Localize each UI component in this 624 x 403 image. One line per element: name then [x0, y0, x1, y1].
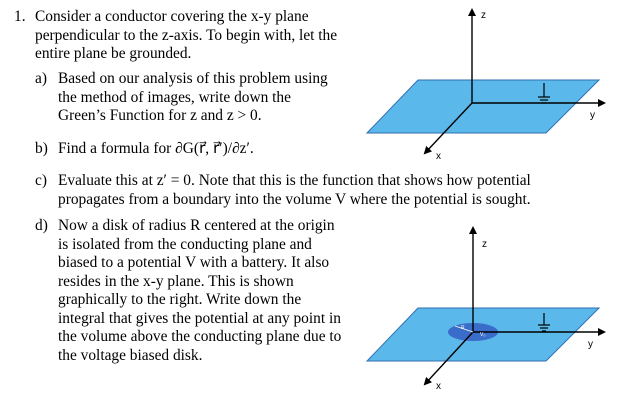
part-d-label: d)	[35, 217, 48, 234]
part-d-line: resides in the x-y plane. This is shown	[58, 272, 294, 290]
part-c-line: Evaluate this at z′ = 0. Note that this is the function that shows how potential	[58, 172, 531, 189]
intro-line: entire plane be grounded.	[35, 45, 192, 62]
y-axis-label: y	[590, 110, 595, 121]
problem-number: 1.	[14, 8, 26, 25]
disk-radius-label: R	[461, 325, 465, 331]
part-d-line: graphically to the right. Write down the	[58, 291, 302, 308]
part-b-label: b)	[35, 140, 48, 157]
part-d-line: is isolated from the conducting plane and	[58, 235, 312, 253]
part-b-line: Find a formula for ∂G(r⃗, r⃗′)/∂z′.	[58, 140, 254, 157]
part-c-line: propagates from a boundary into the volume V where the potential is sought.	[58, 190, 531, 208]
x-axis-label: x	[436, 151, 441, 162]
figure-bottom	[367, 228, 604, 392]
figure-top	[367, 10, 604, 162]
intro-line: Consider a conductor covering the x-y plane	[35, 8, 309, 25]
part-d-line: biased to a potential V with a battery. It also	[58, 254, 330, 271]
intro-line: perpendicular to the z-axis. To begin with, let the	[35, 26, 338, 44]
z-axis-label: z	[482, 239, 487, 250]
part-a-line: Based on our analysis of this problem using	[58, 70, 328, 87]
part-a-line: Green’s Function for z and z > 0.	[58, 107, 262, 124]
part-c-label: c)	[35, 172, 47, 189]
y-axis-label: y	[588, 339, 593, 350]
grounded-plane	[367, 80, 599, 133]
part-d-line: integral that gives the potential at any point in	[58, 309, 341, 327]
part-d-line: the volume above the conducting plane due to	[58, 328, 342, 345]
part-d-line: Now a disk of radius R centered at the origin	[58, 217, 335, 234]
part-a-label: a)	[35, 70, 47, 87]
z-axis-label: z	[481, 10, 486, 21]
part-a-line: the method of images, write down the	[58, 88, 291, 106]
part-d-line: the voltage biased disk.	[58, 346, 203, 364]
disk-potential-label: V₀	[480, 332, 486, 338]
x-axis-label: x	[436, 381, 441, 392]
